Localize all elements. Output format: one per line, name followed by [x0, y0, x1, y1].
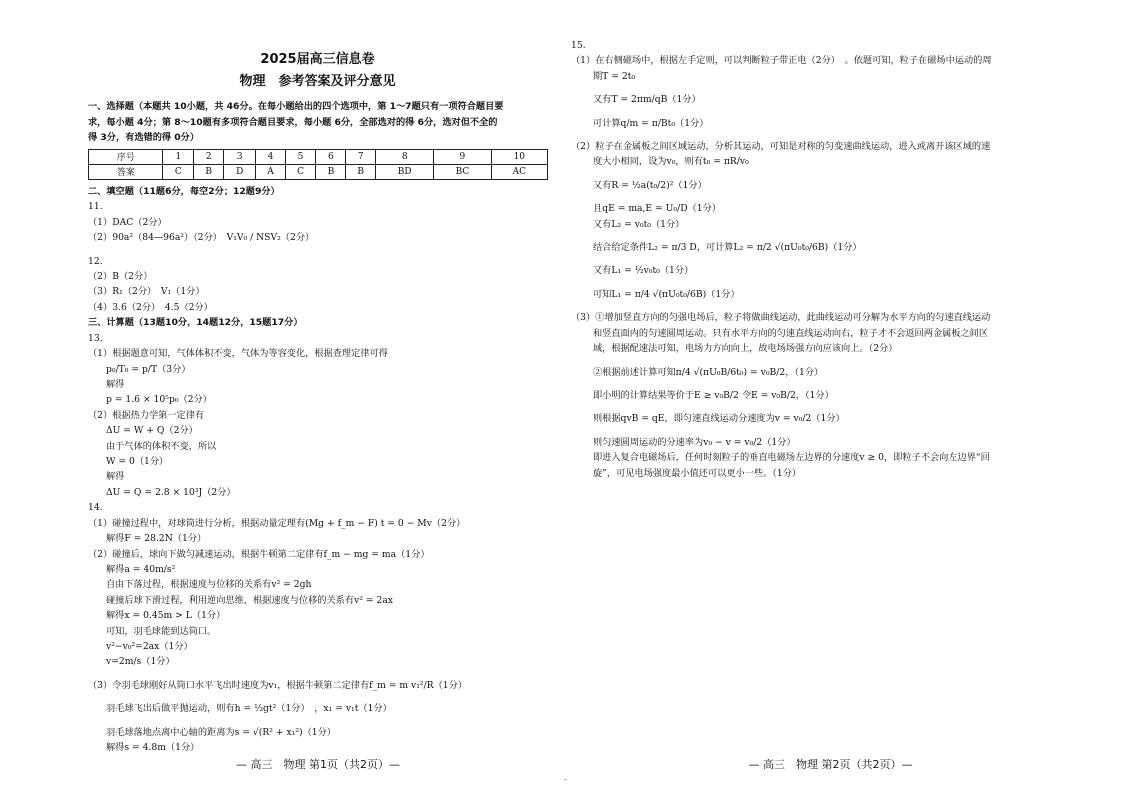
- table-cell: 9: [434, 149, 491, 164]
- equation-line: 即小明的计算结果等价于E ≥ v₀B/2 令E = v₀B/2，（1分）: [593, 389, 834, 401]
- text-line: （2）B（2分）: [88, 271, 153, 282]
- section-1-instruction: 一、选择题（本题共 10小题，共 46分。在每小题给出的四个选项中，第 1～7题只有一项符合题目要: [88, 101, 504, 112]
- text-line: 羽毛球飞出后做平抛运动，则有h = ½gt²（1分） ，x₁ = v₁t（1分）: [106, 703, 392, 715]
- table-cell: A: [256, 164, 285, 179]
- equation-line: 可知L₁ = π/4 √(πU₀t₀/6B)（1分）: [593, 288, 740, 300]
- table-cell: 答案: [89, 164, 163, 179]
- table-cell: 1: [163, 149, 194, 164]
- table-cell: B: [346, 164, 376, 179]
- equation-line: W = 0（1分）: [106, 456, 169, 468]
- text-line: （2）碰撞后，球向下做匀减速运动，根据牛顿第二定律有f_m − mg = ma（1分）: [88, 548, 430, 560]
- text-line: （3）R₁（2分） V₁（1分）: [88, 286, 205, 298]
- equation-line: p₀/T₀ = p/T（3分）: [106, 363, 191, 375]
- text-line: （4）3.6（2分） 4.5（2分）: [88, 301, 213, 313]
- text-line: 即进入复合电磁场后，任何时刻粒子的垂直电磁场左边界的分速度v ≥ 0，即粒子不会向左边界“回: [593, 452, 990, 464]
- equation-line: 可计算q/m = π/Bt₀（1分）: [593, 117, 709, 129]
- table-cell: 5: [285, 149, 316, 164]
- text-line: （3）①增加竖直方向的匀强电场后，粒子将做曲线运动，此曲线运动可分解为水平方向的匀速直线运动: [571, 312, 991, 324]
- exam-title: 2025届高三信息卷: [260, 52, 375, 67]
- table-cell: 序号: [89, 149, 163, 164]
- text-line: 12.: [88, 255, 103, 267]
- section-1-instruction: 求，每小题 4分；第 8～10题有多项符合题目要求，每小题 6分，全部选对的得 6分，选对但不全的: [88, 116, 498, 128]
- page-footer: — 高三 物理 第2页（共2页）—: [748, 758, 913, 771]
- text-line: 旋”，可见电场强度最小值还可以更小一些。（1分）: [593, 467, 802, 479]
- text-line: （2）粒子在金属板之间区域运动，分析其运动，可知是对称的匀变速曲线运动，进入或离开该区域的速: [571, 141, 991, 153]
- text-line: 自由下落过程，根据速度与位移的关系有v² = 2gh: [106, 579, 312, 591]
- table-cell: C: [285, 164, 316, 179]
- section-heading: 二、填空题（11题6分，每空2分；12题9分）: [88, 185, 280, 197]
- equation-line: ΔU = W + Q（2分）: [106, 425, 198, 437]
- exam-subtitle: 物理 参考答案及评分意见: [239, 74, 396, 89]
- table-cell: 8: [376, 149, 434, 164]
- text-line: 11.: [88, 201, 103, 213]
- text-line: 解得F = 28.2N（1分）: [106, 533, 207, 545]
- answer-table-header-row: [89, 149, 548, 164]
- text-line: 碰撞后球下滑过程，利用逆向思维，根据速度与位移的关系有v² = 2ax: [106, 594, 393, 606]
- text-line: （1）DAC（2分）: [88, 216, 167, 228]
- text-line: （1）碰撞过程中，对球筒进行分析，根据动量定理有(Mg + f_m − F) t = 0 − Mv（2分）: [88, 517, 466, 529]
- table-cell: AC: [491, 164, 547, 179]
- equation-line: 又有L₂ = v₀t₀（1分）: [593, 218, 685, 230]
- text-line: 13.: [88, 332, 103, 344]
- table-cell: 10: [491, 149, 547, 164]
- table-cell: 7: [346, 149, 376, 164]
- equation-line: 且qE = ma,E = U₀/D（1分）: [593, 203, 721, 215]
- equation-line: 则匀速圆周运动的分速率为v₀ − v = v₀/2（1分）: [593, 436, 796, 448]
- equation-line: 又有T = 2πm/qB（1分）: [593, 94, 701, 106]
- table-cell: BD: [376, 164, 434, 179]
- text-line: 度大小相同，设为v₀，则有t₀ = πR/v₀: [593, 156, 749, 168]
- equation-line: p = 1.6 × 10⁵p₀（2分）: [106, 394, 212, 406]
- table-cell: D: [224, 164, 256, 179]
- table-cell: C: [163, 164, 194, 179]
- text-line: （2）根据热力学第一定律有: [88, 409, 205, 421]
- text-line: 可知，羽毛球能到达筒口。: [106, 625, 217, 637]
- table-cell: 4: [256, 149, 285, 164]
- page-footer: — 高三 物理 第1页（共2页）—: [236, 758, 400, 771]
- equation-line: 结合给定条件L₂ = π/3 D，可计算L₂ = π/2 √(πU₀t₀/6B)（1分）: [593, 242, 862, 254]
- text-line: 域，根据配速法可知，电场力方向向上，故电场场强方向应该向上。（2分）: [593, 343, 898, 355]
- text-line: 由于气体的体积不变，所以: [106, 440, 217, 452]
- table-cell: 2: [194, 149, 224, 164]
- text-line: 解得a = 40m/s²: [106, 563, 176, 575]
- equation-line: ②根据前述计算可知π/4 √(πU₀B/6t₀) = v₀B/2，（1分）: [593, 366, 824, 378]
- text-line: 期T = 2t₀: [593, 70, 636, 82]
- text-line: v=2m/s（1分）: [106, 656, 175, 668]
- text-line: （2）90a²（84—96a²）（2分） V₁V₀ / NSV₂（2分）: [88, 232, 315, 244]
- equation-line: 则根据qvB = qE，即匀速直线运动分速度为v = v₀/2（1分）: [593, 413, 845, 425]
- text-line: 羽毛球落地点离中心轴的距离为s = √(R² + x₁²)（1分）: [106, 726, 336, 738]
- text-line: 解得s = 4.8m（1分）: [106, 741, 200, 753]
- section-1-instruction: 得 3分，有选错的得 0分）: [88, 132, 200, 144]
- table-cell: B: [194, 164, 224, 179]
- text-line: 15.: [571, 40, 586, 51]
- equation-line: ΔU = Q = 2.8 × 10³J（2分）: [106, 486, 236, 498]
- text-line: 解得: [106, 379, 125, 391]
- text-line: 和竖直面内的匀速圆周运动。只有水平方向的匀速直线运动向右，粒子才不会返回两金属板之间区: [593, 327, 989, 339]
- text-line: （1）根据题意可知，气体体积不变，气体为等容变化，根据查理定律可得: [88, 348, 388, 360]
- answer-table: [88, 149, 548, 180]
- text-line: 解得x = 0.45m > L（1分）: [106, 610, 226, 622]
- center-mark: -: [564, 775, 567, 784]
- text-line: （3）令羽毛球刚好从筒口水平飞出时速度为v₁，根据牛顿第二定律有f_m = m v₁²/R（1分）: [88, 679, 468, 691]
- text-line: v²−v₀²=2ax（1分）: [106, 640, 193, 652]
- table-cell: 3: [224, 149, 256, 164]
- equation-line: 又有L₁ = ½v₀t₀（1分）: [593, 265, 694, 277]
- section-heading: 三、计算题（13题10分，14题12分，15题17分）: [88, 317, 303, 329]
- table-cell: B: [316, 164, 346, 179]
- table-cell: 6: [316, 149, 346, 164]
- text-line: 14.: [88, 502, 103, 514]
- text-line: 解得: [106, 471, 125, 483]
- table-cell: BC: [434, 164, 491, 179]
- equation-line: 又有R = ½a(t₀/2)²（1分）: [593, 179, 707, 191]
- text-line: （1）在右侧磁场中，根据左手定则，可以判断粒子带正电（2分） 。依题可知，粒子在磁场中运动的周: [571, 55, 992, 67]
- page-2: [567, 0, 1134, 800]
- answer-table-answer-row: [89, 164, 548, 179]
